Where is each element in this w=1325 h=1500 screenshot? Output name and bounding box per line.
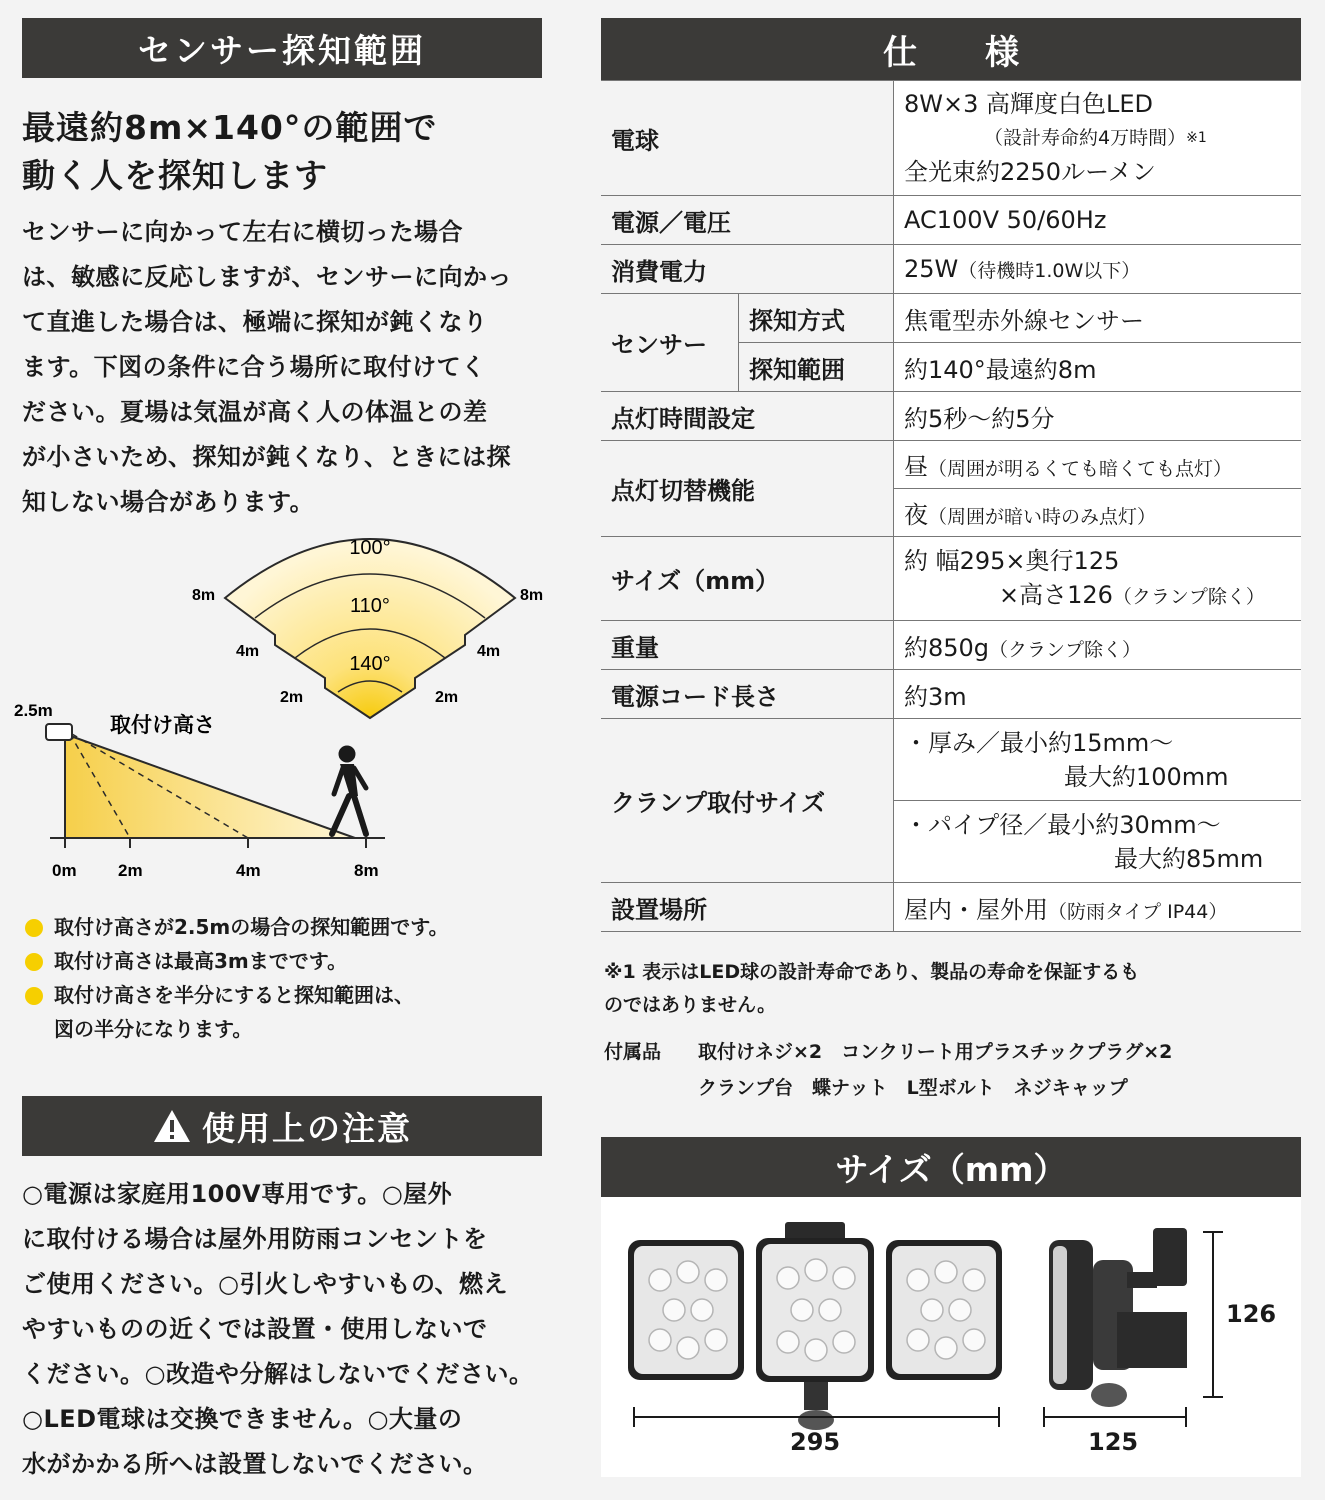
spec-table <box>601 80 1301 932</box>
angle-label: 140° <box>349 653 391 675</box>
spec-row-power <box>601 196 1301 245</box>
spec-value: 焦電型赤外線センサー <box>894 294 1302 343</box>
spec-value: 約140°最遠約8m <box>894 343 1302 392</box>
caution-line: ご使用ください。○引火しやすいもの、燃え <box>22 1270 508 1298</box>
caution-title: 使用上の注意 <box>22 1096 542 1156</box>
spec-note: （クランプ除く） <box>1112 585 1265 608</box>
bullet-dot-icon <box>25 919 43 937</box>
description-line: は、敏感に反応しますが、センサーに向かっ <box>22 263 512 291</box>
spec-value: 屋内・屋外用 <box>904 895 1048 924</box>
spec-sublabel: 探知方式 <box>739 294 894 343</box>
sensor-headline <box>22 104 542 200</box>
clamp-line: 最大約100mm <box>1064 762 1229 791</box>
spec-label: 電球 <box>601 81 894 196</box>
spec-title: 仕 様 <box>601 18 1301 80</box>
distance-label: 8m <box>520 587 544 604</box>
bulb-lumen: 全光束約2250ルーメン <box>904 158 1156 186</box>
spec-value: 昼 <box>904 453 928 481</box>
tick-label: 4m <box>236 861 261 880</box>
spec-value: 夜 <box>904 501 928 529</box>
spec-note: （クランプ除く） <box>989 638 1142 661</box>
caution-line: 水がかかる所へは設置しないでください。 <box>22 1450 488 1478</box>
description-line: 知しない場合があります。 <box>22 488 315 516</box>
depth-dimension: 125 <box>1088 1428 1139 1456</box>
spec-value: AC100V 50/60Hz <box>894 196 1302 245</box>
spec-row-place <box>601 883 1301 932</box>
spec-row-consumption <box>601 245 1301 294</box>
spec-label: サイズ（mm） <box>601 537 894 621</box>
note-item: 取付け高さを半分にすると探知範囲は、 <box>22 978 542 1012</box>
spec-note: （周囲が明るくても暗くても点灯） <box>928 458 1233 480</box>
dimension-lines <box>601 1197 1301 1477</box>
note-item: 取付け高さは最高3mまでです。 <box>22 944 542 978</box>
caution-line: ください。○改造や分解はしないでください。 <box>22 1360 534 1388</box>
footnote-line: ※1 表示はLED球の設計寿命であり、製品の寿命を保証するも <box>604 961 1140 983</box>
caution-line: に取付ける場合は屋外用防雨コンセントを <box>22 1225 488 1253</box>
headline-line: 最遠約8m×140°の範囲で <box>22 108 438 147</box>
warning-icon <box>152 1108 192 1144</box>
spec-value: 約850g <box>904 633 990 662</box>
bulb-life-note: （設計寿命約4万時間） <box>984 127 1187 149</box>
distance-label: 8m <box>192 587 216 604</box>
light-fixture-icon <box>46 724 72 740</box>
distance-label: 2m <box>280 689 304 706</box>
spec-footnote <box>604 956 1139 1022</box>
clamp-line: 最大約85mm <box>1114 844 1264 873</box>
clamp-line: ・厚み／最小約15mm～ <box>904 728 1174 757</box>
spec-label: 重量 <box>601 621 894 670</box>
spec-note: （周囲が暗い時のみ点灯） <box>928 506 1157 528</box>
clamp-line: ・パイプ径／最小約30mm～ <box>904 810 1221 839</box>
distance-label: 2m <box>435 689 459 706</box>
distance-label: 4m <box>236 643 260 660</box>
spec-row-switch-day <box>601 441 1301 489</box>
spec-note: （待機時1.0W以下） <box>958 260 1141 282</box>
angle-label: 100° <box>349 537 391 559</box>
width-dimension: 295 <box>790 1428 841 1456</box>
spec-note: （防雨タイプ IP44） <box>1048 900 1228 923</box>
spec-row-sensor-method <box>601 294 1301 343</box>
spec-label: 点灯時間設定 <box>601 392 894 441</box>
spec-value: 約5秒～約5分 <box>894 392 1302 441</box>
spec-sublabel: 探知範囲 <box>739 343 894 392</box>
sensor-range-title: センサー探知範囲 <box>22 18 542 78</box>
footnote-mark: ※1 <box>1186 130 1207 146</box>
spec-row-cord <box>601 670 1301 719</box>
spec-label: 点灯切替機能 <box>601 441 894 537</box>
accessories <box>604 1034 1172 1106</box>
footnote-line: のではありません。 <box>604 994 777 1016</box>
caution-text <box>22 1172 542 1487</box>
spec-label: 設置場所 <box>601 883 894 932</box>
size-title: サイズ（mm） <box>601 1137 1301 1197</box>
description-line: ます。下図の条件に合う場所に取付けてく <box>22 353 486 381</box>
distance-label: 4m <box>477 643 501 660</box>
note-item-cont: 図の半分になります。 <box>54 1017 253 1041</box>
caution-line: ○電源は家庭用100V専用です。○屋外 <box>22 1180 453 1208</box>
tick-label: 8m <box>354 861 379 880</box>
tick-label: 2m <box>118 861 143 880</box>
accessories-label: 付属品 <box>604 1041 662 1063</box>
spec-label: センサー <box>601 294 739 392</box>
mount-height-diagram <box>10 696 400 886</box>
mount-height-value: 2.5m <box>14 701 53 720</box>
spec-value: 約3m <box>894 670 1302 719</box>
caution-line: やすいものの近くでは設置・使用しないで <box>22 1315 488 1343</box>
size-line: ×高さ126 <box>999 580 1113 609</box>
description-line: が小さいため、探知が鈍くなり、ときには探 <box>22 443 512 471</box>
walking-person-icon <box>332 746 366 834</box>
angle-label: 110° <box>350 595 390 617</box>
spec-row-timer <box>601 392 1301 441</box>
size-line: 約 幅295×奥行125 <box>904 546 1120 575</box>
tick-label: 0m <box>52 861 77 880</box>
accessories-line: クランプ台 蝶ナット L型ボルト ネジキャップ <box>698 1077 1128 1099</box>
spec-row-bulb <box>601 81 1301 196</box>
description-line: センサーに向かって左右に横切った場合 <box>22 218 463 246</box>
spec-row-weight <box>601 621 1301 670</box>
spec-row-size <box>601 537 1301 621</box>
sensor-description <box>22 210 542 525</box>
accessories-line: 取付けネジ×2 コンクリート用プラスチックプラグ×2 <box>698 1041 1173 1063</box>
description-line: ださい。夏場は気温が高く人の体温との差 <box>22 398 488 426</box>
bulb-line: 8W×3 高輝度白色LED <box>904 90 1154 118</box>
spec-row-clamp-thickness <box>601 719 1301 801</box>
sensor-notes <box>22 910 542 1046</box>
spec-label: 電源コード長さ <box>601 670 894 719</box>
spec-label: 電源／電圧 <box>601 196 894 245</box>
spec-value: 25W <box>904 255 959 283</box>
headline-line: 動く人を探知します <box>22 156 328 195</box>
height-dimension: 126 <box>1226 1300 1277 1328</box>
note-item: 取付け高さが2.5mの場合の探知範囲です。 <box>22 910 542 944</box>
bullet-dot-icon <box>25 987 43 1005</box>
caution-line: ○LED電球は交換できません。○大量の <box>22 1405 463 1433</box>
spec-label: 消費電力 <box>601 245 894 294</box>
bullet-dot-icon <box>25 953 43 971</box>
description-line: て直進した場合は、極端に探知が鈍くなり <box>22 308 488 336</box>
spec-label: クランプ取付サイズ <box>601 719 894 883</box>
mount-height-label: 取付け高さ <box>110 714 215 737</box>
